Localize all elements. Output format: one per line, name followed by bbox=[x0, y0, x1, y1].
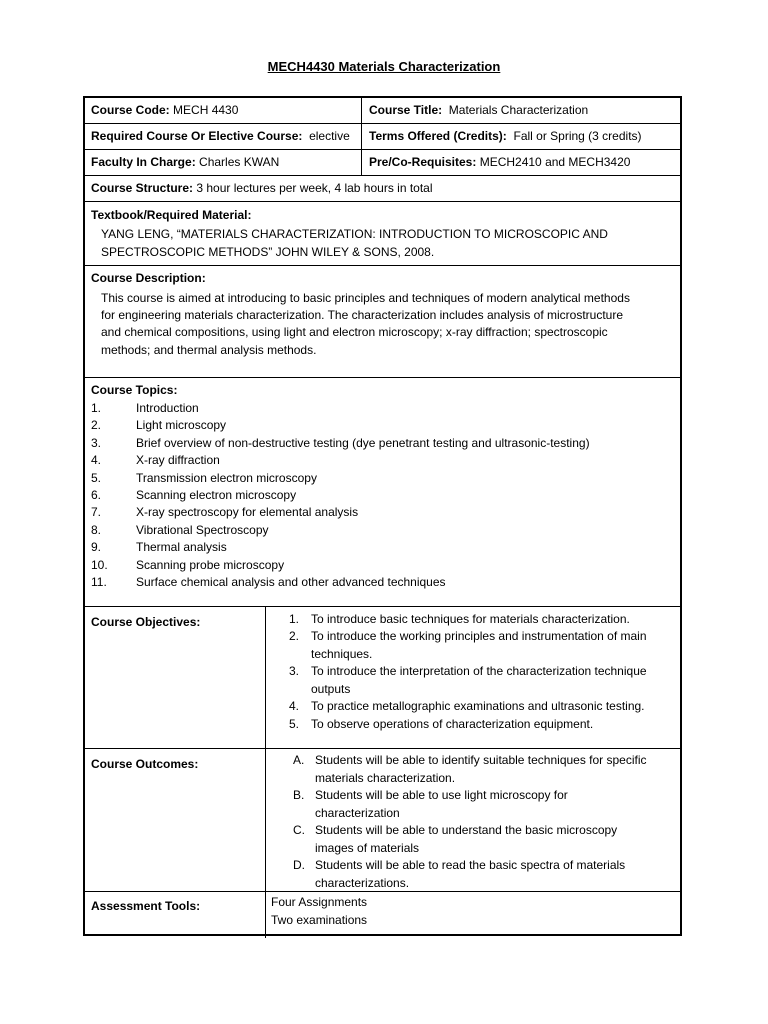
textbook-line: YANG LENG, “MATERIALS CHARACTERIZATION: INTRODUCTION TO MICROSCOPIC AND bbox=[101, 227, 608, 241]
topic-item: 6. Scanning electron microscopy bbox=[91, 488, 297, 502]
textbook-label: Textbook/Required Material: bbox=[91, 208, 252, 222]
row-divider bbox=[85, 748, 680, 749]
topic-item: 4. X-ray diffraction bbox=[91, 453, 220, 468]
prerequisites: Pre/Co-Requisites: MECH2410 and MECH3420 bbox=[369, 155, 631, 169]
topic-item: 7. X-ray spectroscopy for elemental analysis bbox=[91, 505, 359, 520]
topic-item: 11. Surface chemical analysis and other advanced techniques bbox=[91, 575, 446, 589]
description-line: and chemical compositions, using light and electron microscopy; x-ray diffraction; spectroscopic bbox=[101, 325, 608, 339]
objectives-label: Course Objectives: bbox=[91, 615, 201, 629]
course-table: Course Code: MECH 4430 Course Title: Materials Characterization Required Course Or Elective Course: elective Terms Offered (Credits): Fall or Spring (3 credits) Faculty In Charge: Charles KWAN Pre/Co-Requisites: MECH2410 and MECH3420 Course Structure: 3 hour lectures per week, 4 lab hours in total Textbook/Required Material: YANG LENG, “MATERIALS CHARACTERIZATION: INTRODUCTION TO MICROSCOPIC AND SPECTROSCOPIC METHODS” JOHN WILEY & SONS, 2008. Course Description: This course is aimed at introducing to basic principles and techniques of modern analytical methods for engineering materials characterization. The characterization includes analysis of microstructure and chemical compositions, using light and electron microscopy; x-ray diffraction; spectroscopic methods; and thermal analysis methods. Course Topics: 1. Introduction 2. Light microscopy 3. Brief overview of non-destructive testing (dye penetrant testing and ultrasonic-testing) 4. X-ray diffraction 5. Transmission electron microscopy 6. Scanning electron microscopy 7. X-ray spectroscopy for elemental analysis 8. Vibrational Spectroscopy 9. Thermal analysis 10. Scanning probe microscopy 11. Surface chemical analysis and other advanced techniques Course Objectives: 1. To introduce basic techniques for materials characterization. 2. To introduce the working principles and instrumentation of main techniques. 3. To introduce the interpretation of the characterization technique outputs 4. To practice metallographic examinations and ultrasonic testing. 5. To observe operations of characterization equipment. Course Outcomes: A. Students will be able to identify suitable techniques for specific materials characterization. B. Students will be able to use light microscopy for characterization C. Students will be able to understand the basic microscopy images of materials D. Students will be able to read the basic spectra of materials characterizations. Assessment Tools: Four Assignments Two examinations bbox=[83, 96, 682, 936]
description-label: Course Description: bbox=[91, 271, 206, 285]
row-divider bbox=[85, 377, 680, 378]
assessment-item: Four Assignments bbox=[271, 895, 368, 909]
row-divider bbox=[85, 201, 680, 202]
row-divider bbox=[85, 175, 680, 176]
outcomes-label: Course Outcomes: bbox=[91, 757, 199, 771]
row-divider bbox=[85, 149, 680, 150]
page-title: MECH4430 Materials Characterization bbox=[267, 59, 501, 74]
description-line: This course is aimed at introducing to basic principles and techniques of modern analytical methods bbox=[101, 291, 630, 305]
row-divider bbox=[85, 265, 680, 266]
course-structure: Course Structure: 3 hour lectures per week, 4 lab hours in total bbox=[91, 181, 433, 195]
assessment-label: Assessment Tools: bbox=[91, 899, 201, 913]
column-divider bbox=[361, 98, 362, 175]
course-title: Course Title: Materials Characterization bbox=[369, 103, 589, 117]
topic-item: 9. Thermal analysis bbox=[91, 540, 227, 555]
topic-item: 10. Scanning probe microscopy bbox=[91, 557, 285, 572]
topic-item: 3. Brief overview of non-destructive testing (dye penetrant testing and ultrasonic-testing) bbox=[91, 435, 590, 450]
course-code: Course Code: MECH 4430 bbox=[91, 103, 239, 117]
topics-label: Course Topics: bbox=[91, 383, 178, 397]
faculty-in-charge: Faculty In Charge: Charles KWAN bbox=[91, 155, 280, 169]
row-divider bbox=[85, 606, 680, 607]
terms-offered: Terms Offered (Credits): Fall or Spring (3 credits) bbox=[369, 129, 642, 143]
row-divider bbox=[85, 123, 680, 124]
topic-item: 1. Introduction bbox=[91, 401, 199, 415]
topic-item: 2. Light microscopy bbox=[91, 418, 227, 433]
required-elective: Required Course Or Elective Course: elective bbox=[91, 129, 350, 143]
assessment-item: Two examinations bbox=[271, 913, 368, 927]
column-divider bbox=[265, 606, 266, 938]
topic-item: 8. Vibrational Spectroscopy bbox=[91, 522, 269, 537]
topic-item: 5. Transmission electron microscopy bbox=[91, 470, 317, 485]
description-line: for engineering materials characterization. The characterization includes analysis of microstructure bbox=[101, 308, 624, 322]
description-line: methods; and thermal analysis methods. bbox=[101, 343, 317, 357]
textbook-line: SPECTROSCOPIC METHODS” JOHN WILEY & SONS, 2008. bbox=[101, 245, 435, 259]
